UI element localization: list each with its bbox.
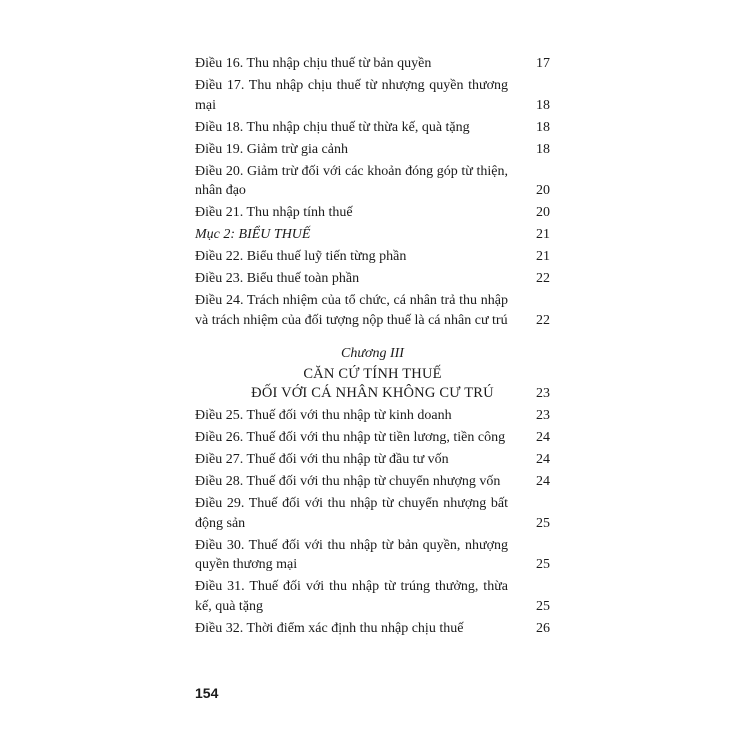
toc-entry-title: Điều 19. Giảm trừ gia cảnh bbox=[195, 141, 348, 157]
toc-entry-title: Mục 2: BIỂU THUẾ bbox=[195, 227, 311, 242]
toc-entry bbox=[195, 247, 550, 267]
chapter-page-number: 23 bbox=[536, 386, 550, 401]
toc-entry bbox=[195, 494, 550, 533]
toc-entry-title: Điều 16. Thu nhập chịu thuế từ bản quyền bbox=[195, 56, 432, 71]
toc-entry-title: Điều 18. Thu nhập chịu thuế từ thừa kế, quà tặng bbox=[195, 119, 470, 135]
toc-entry bbox=[195, 450, 550, 470]
chapter-heading-line-1: CĂN CỨ TÍNH THUẾ bbox=[303, 366, 442, 382]
toc-entry-title: Điều 28. Thuế đối với thu nhập từ chuyển nhượng vốn bbox=[195, 474, 501, 489]
toc-entry-page: 21 bbox=[536, 227, 550, 242]
table-of-contents bbox=[195, 54, 550, 641]
toc-entry-title: Điều 29. Thuế đối với thu nhập từ chuyển nhượng bất động sản bbox=[195, 496, 508, 531]
toc-entry-page: 17 bbox=[536, 56, 550, 71]
toc-entry-title: Điều 25. Thuế đối với thu nhập từ kinh doanh bbox=[195, 408, 452, 423]
toc-entry-title: Điều 20. Giảm trừ đối với các khoản đóng góp từ thiện, nhân đạo bbox=[195, 163, 508, 198]
toc-entry bbox=[195, 140, 550, 160]
toc-entry bbox=[195, 428, 550, 448]
toc-entry bbox=[195, 118, 550, 138]
toc-entry bbox=[195, 203, 550, 223]
toc-entry bbox=[195, 225, 550, 245]
toc-entry-title: Điều 22. Biểu thuế luỹ tiến từng phần bbox=[195, 249, 407, 264]
chapter-label: Chương III bbox=[341, 346, 404, 361]
toc-entry bbox=[195, 162, 550, 201]
toc-entry-page: 18 bbox=[536, 119, 550, 135]
chapter-heading-line-2: ĐỐI VỚI CÁ NHÂN KHÔNG CƯ TRÚ bbox=[251, 385, 494, 401]
toc-entry-title: Điều 23. Biểu thuế toàn phần bbox=[195, 271, 360, 286]
toc-entry-page: 26 bbox=[536, 620, 550, 636]
toc-entry bbox=[195, 577, 550, 616]
toc-entry-page: 18 bbox=[536, 97, 550, 113]
toc-entry-page: 20 bbox=[536, 183, 550, 198]
toc-entry bbox=[195, 536, 550, 575]
toc-section-2 bbox=[195, 406, 550, 638]
toc-entry-page: 20 bbox=[536, 205, 550, 220]
toc-entry-page: 25 bbox=[536, 515, 550, 531]
toc-entry-page: 22 bbox=[536, 271, 550, 286]
toc-entry-page: 21 bbox=[536, 249, 550, 264]
page-folio: 154 bbox=[195, 685, 219, 701]
toc-entry bbox=[195, 54, 550, 74]
toc-section-1 bbox=[195, 54, 550, 330]
chapter-heading bbox=[195, 365, 550, 403]
toc-entry bbox=[195, 472, 550, 492]
toc-entry-title: Điều 32. Thời điểm xác định thu nhập chịu thuế bbox=[195, 620, 464, 636]
toc-entry-page: 24 bbox=[536, 452, 550, 467]
toc-entry-title: Điều 21. Thu nhập tính thuế bbox=[195, 205, 353, 220]
toc-entry-title: Điều 17. Thu nhập chịu thuế từ nhượng quyền thương mại bbox=[195, 78, 508, 113]
toc-entry-page: 24 bbox=[536, 474, 550, 489]
toc-entry-page: 24 bbox=[536, 430, 550, 445]
toc-entry-title: Điều 26. Thuế đối với thu nhập từ tiền lương, tiền công bbox=[195, 430, 506, 445]
toc-entry-page: 25 bbox=[536, 557, 550, 572]
toc-entry-page: 22 bbox=[536, 312, 550, 328]
toc-entry-page: 25 bbox=[536, 598, 550, 614]
toc-entry bbox=[195, 291, 550, 330]
toc-entry bbox=[195, 76, 550, 115]
toc-entry-title: Điều 30. Thuế đối với thu nhập từ bản quyền, nhượng quyền thương mại bbox=[195, 537, 508, 572]
toc-entry bbox=[195, 406, 550, 426]
toc-entry bbox=[195, 269, 550, 289]
toc-entry-title: Điều 24. Trách nhiệm của tổ chức, cá nhân trả thu nhập và trách nhiệm của đối tượng nộp thuế là cá nhân cư trú bbox=[195, 293, 508, 328]
toc-entry-title: Điều 31. Thuế đối với thu nhập từ trúng thưởng, thừa kế, quà tặng bbox=[195, 579, 508, 614]
toc-entry-page: 23 bbox=[536, 408, 550, 423]
toc-entry bbox=[195, 619, 550, 639]
toc-entry-page: 18 bbox=[536, 141, 550, 157]
toc-entry-title: Điều 27. Thuế đối với thu nhập từ đầu tư vốn bbox=[195, 452, 449, 467]
